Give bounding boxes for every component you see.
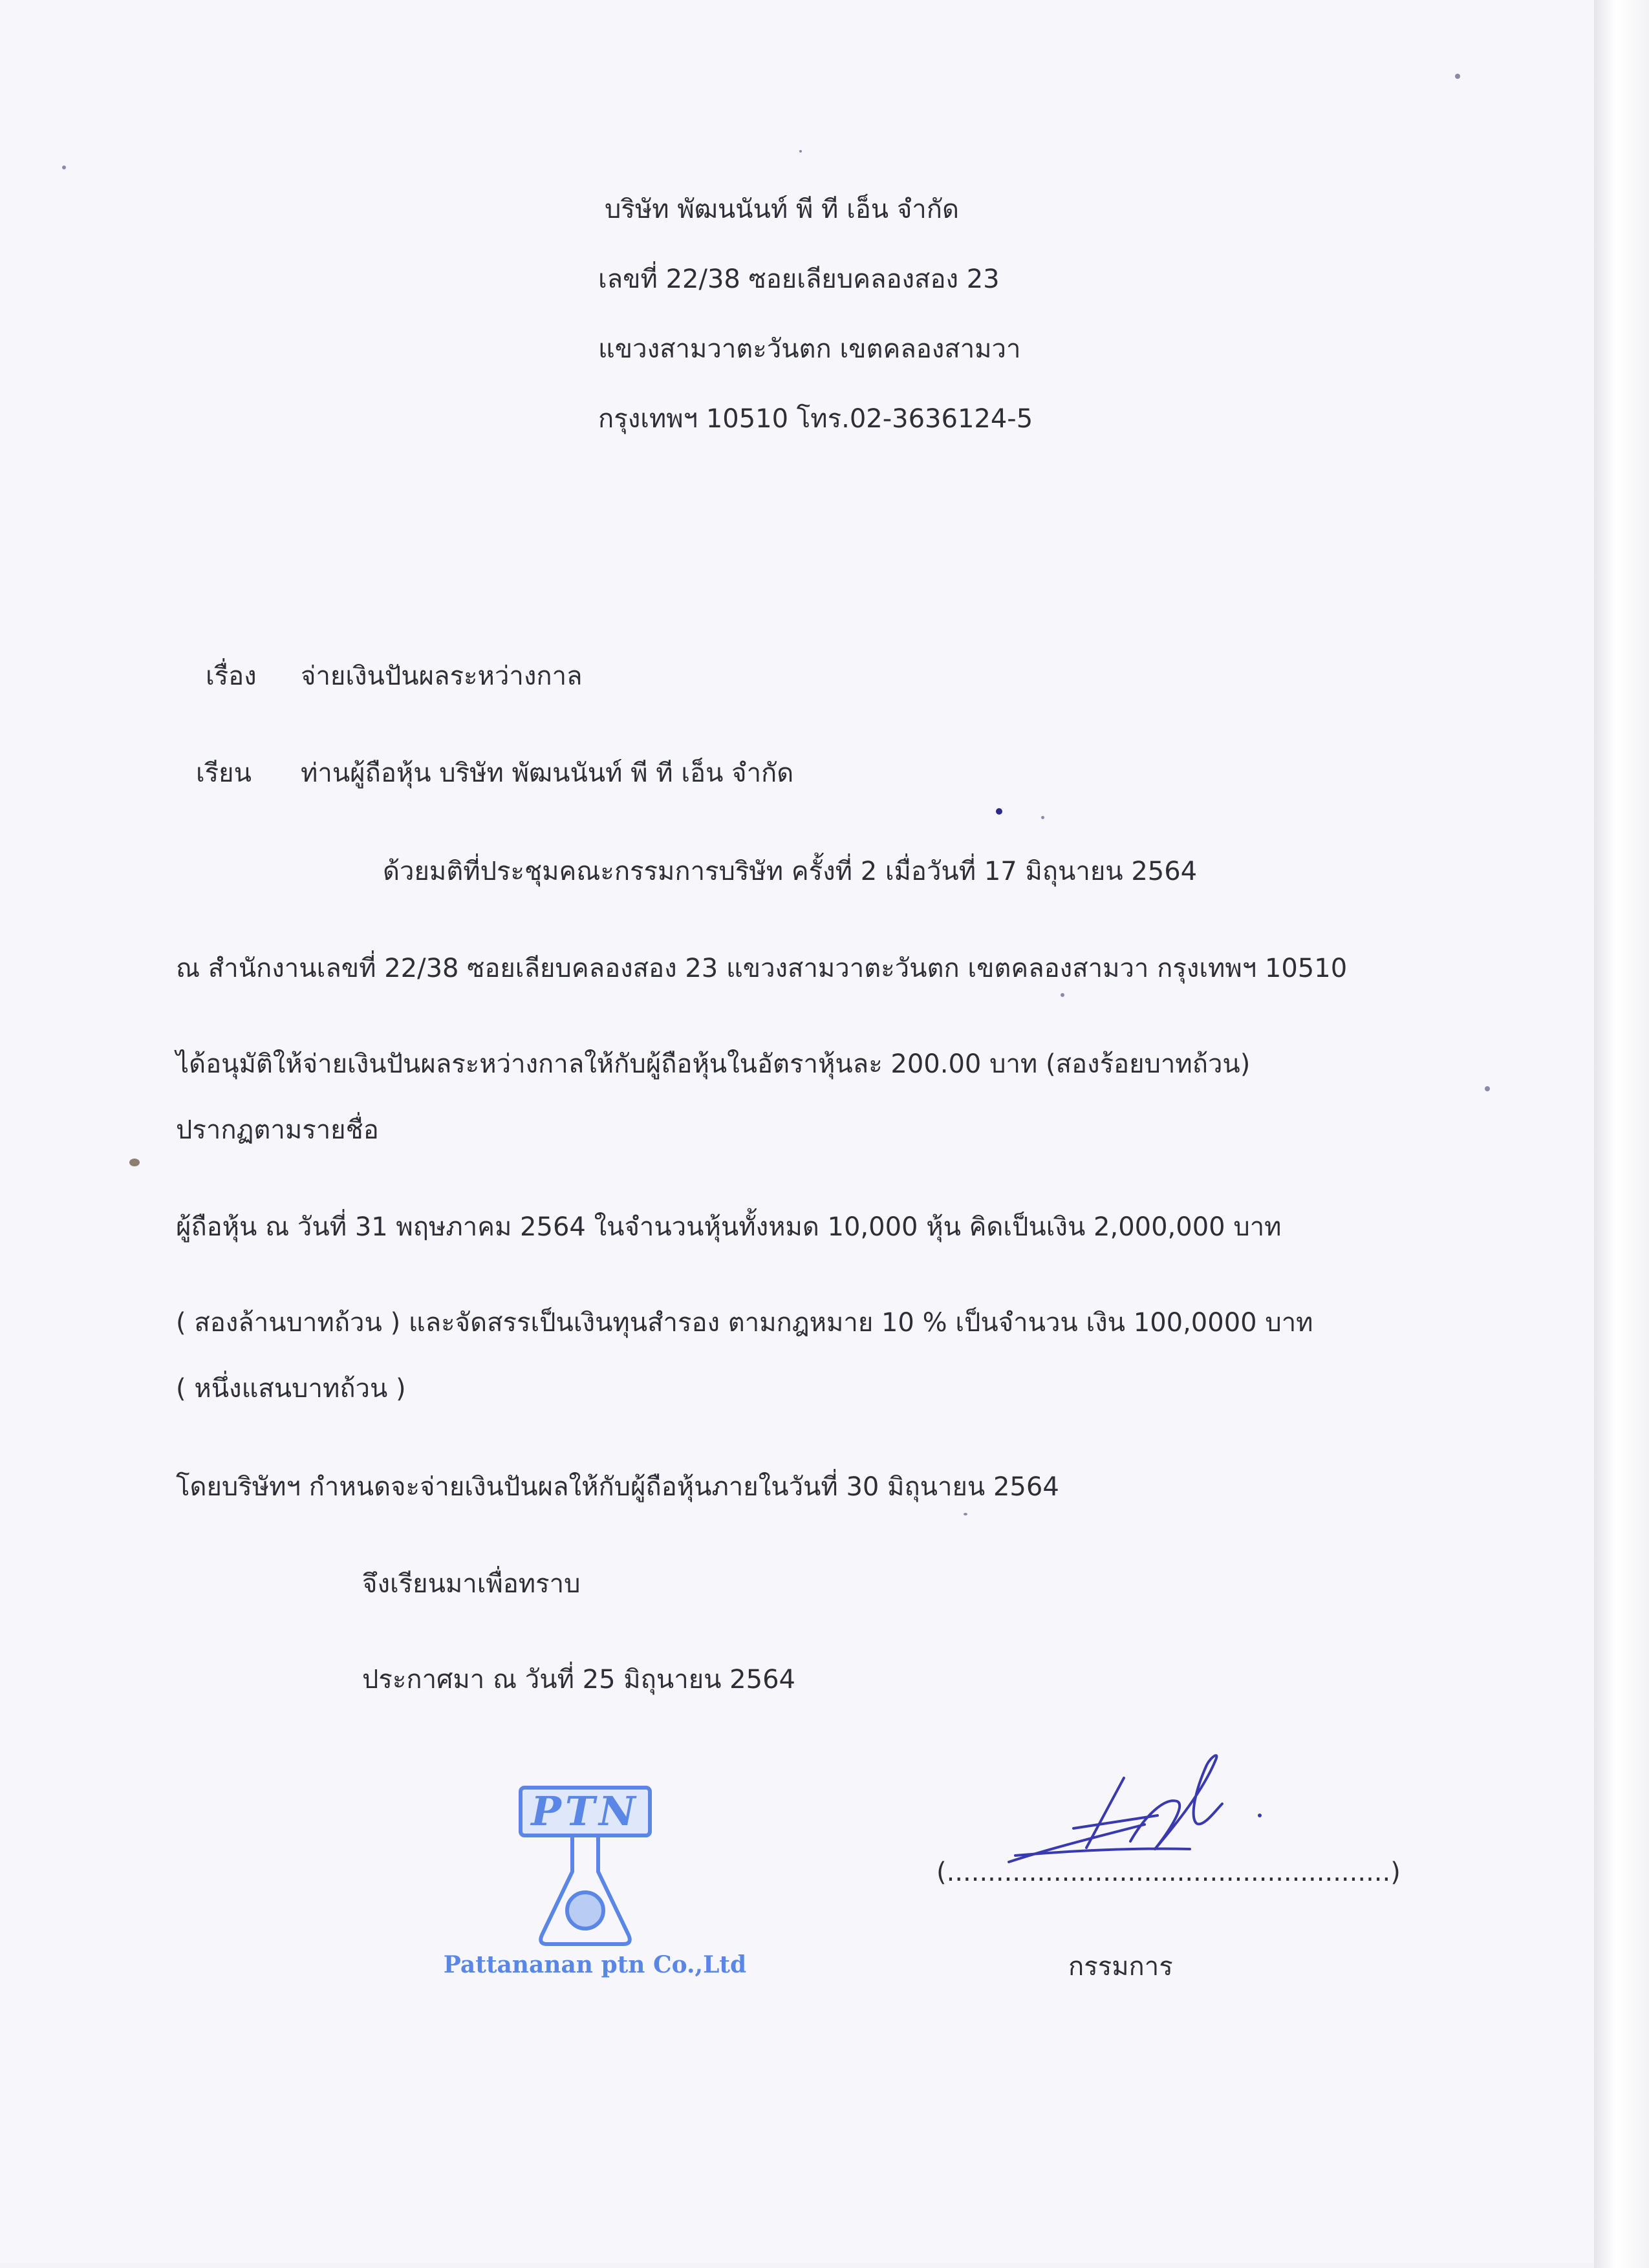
company-address-line-2: แขวงสามวาตะวันตก เขตคลองสามวา (598, 334, 1021, 364)
company-name: บริษัท พัฒนนันท์ พี ที เอ็น จำกัด (605, 195, 959, 224)
scan-speck (62, 166, 66, 169)
closing-announce: ประกาศมา ณ วันที่ 25 มิถุนายน 2564 (362, 1665, 795, 1695)
subject-label: เรื่อง (206, 661, 257, 691)
signature-title: กรรมการ (1068, 1952, 1173, 1982)
scan-edge (1594, 0, 1649, 2268)
scan-speck (964, 1513, 967, 1515)
company-stamp (427, 1775, 776, 1988)
company-address-line-1: เลขที่ 22/38 ซอยเลียบคลองสอง 23 (598, 264, 1000, 294)
signature-blank-line: (......................................................) (936, 1857, 1401, 1887)
body-line-3: ได้อนุมัติให้จ่ายเงินปันผลระหว่างกาลให้กับผู้ถือหุ้นในอัตราหุ้นละ 200.00 บาท (สองร้อยบาทถ้วน) (176, 1049, 1251, 1079)
body-line-8: โดยบริษัทฯ กำหนดจะจ่ายเงินปันผลให้กับผู้ถือหุ้นภายในวันที่ 30 มิถุนายน 2564 (176, 1472, 1059, 1502)
stamp-company-en: Pattananan ptn Co.,Ltd (443, 1951, 747, 1978)
scan-speck (129, 1159, 140, 1166)
scan-speck (1061, 993, 1064, 997)
scan-speck (799, 150, 802, 153)
scan-speck (1455, 74, 1460, 79)
subject-text: จ่ายเงินปันผลระหว่างกาล (301, 661, 583, 691)
signature (996, 1739, 1280, 1875)
stamp-logo-text: PTN (531, 1788, 640, 1835)
body-line-7: ( หนึ่งแสนบาทถ้วน ) (176, 1374, 406, 1404)
body-line-4: ปรากฏตามรายชื่อ (176, 1115, 379, 1145)
company-address-line-3: กรุงเทพฯ 10510 โทร.02-3636124-5 (598, 404, 1033, 434)
scan-speck (996, 808, 1002, 815)
body-line-5: ผู้ถือหุ้น ณ วันที่ 31 พฤษภาคม 2564 ในจำนวนหุ้นทั้งหมด 10,000 หุ้น คิดเป็นเงิน 2,000,000 บาท (176, 1212, 1282, 1242)
scan-speck (1041, 816, 1044, 819)
closing-inform: จึงเรียนมาเพื่อทราบ (362, 1569, 581, 1599)
body-line-2: ณ สำนักงานเลขที่ 22/38 ซอยเลียบคลองสอง 23 แขวงสามวาตะวันตก เขตคลองสามวา กรุงเทพฯ 10510 (176, 954, 1348, 983)
body-line-6: ( สองล้านบาทถ้วน ) และจัดสรรเป็นเงินทุนสำรอง ตามกฎหมาย 10 % เป็นจำนวน เงิน 100,0000 บาท (176, 1308, 1313, 1338)
body-line-1: ด้วยมติที่ประชุมคณะกรรมการบริษัท ครั้งที่ 2 เมื่อวันที่ 17 มิถุนายน 2564 (383, 857, 1198, 886)
scan-speck (1485, 1086, 1490, 1091)
recipient-label: เรียน (196, 758, 252, 788)
flask-logo-icon (427, 1775, 776, 1988)
recipient-text: ท่านผู้ถือหุ้น บริษัท พัฒนนันท์ พี ที เอ็น จำกัด (301, 758, 794, 788)
